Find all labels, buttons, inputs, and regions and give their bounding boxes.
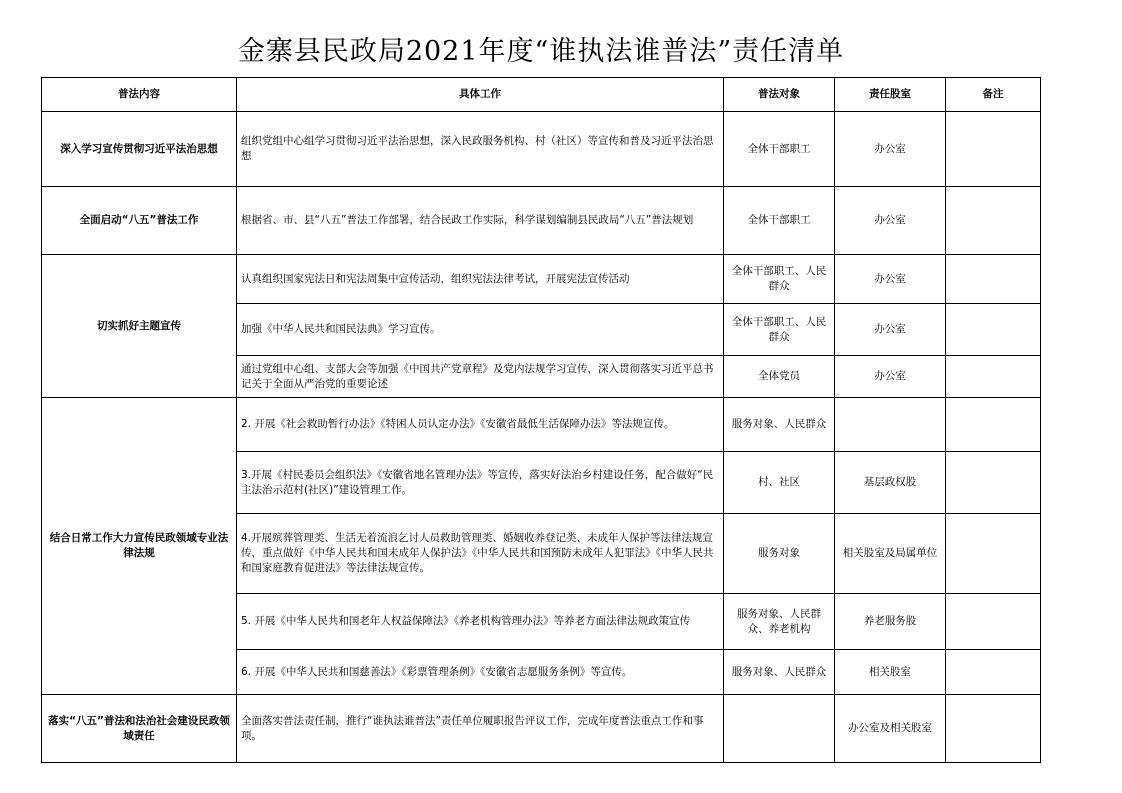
- cell-dept: 养老服务股: [835, 594, 946, 650]
- table-row: [42, 187, 1041, 255]
- cell-content: 深入学习宣传贯彻习近平法治思想: [42, 112, 237, 187]
- table-row: [42, 398, 1041, 452]
- cell-target: 服务对象、人民群众: [724, 398, 835, 452]
- header-target: 普法对象: [724, 78, 835, 112]
- cell-work: 通过党组中心组、支部大会等加强《中国共产党章程》及党内法规学习宣传，深入贯彻落实习近平总书记关于全面从严治党的重要论述: [237, 356, 724, 398]
- cell-target: 服务对象: [724, 514, 835, 594]
- cell-dept: 相关股室及局属单位: [835, 514, 946, 594]
- responsibility-table: [41, 77, 1041, 763]
- cell-dept: [835, 398, 946, 452]
- cell-remark: [946, 112, 1041, 187]
- cell-remark: [946, 398, 1041, 452]
- cell-work: 6. 开展《中华人民共和国慈善法》《彩票管理条例》《安徽省志愿服务条例》等宣传。: [237, 650, 724, 695]
- table-row: [42, 112, 1041, 187]
- page-title: 金寨县民政局2021年度“谁执法谁普法”责任清单: [237, 36, 845, 67]
- cell-remark: [946, 514, 1041, 594]
- cell-target: 全体干部职工: [724, 112, 835, 187]
- cell-work: 根据省、市、县“八五”普法工作部署，结合民政工作实际，科学谋划编制县民政局“八五”普法规划: [237, 187, 724, 255]
- table-row: [42, 695, 1041, 763]
- cell-work: 全面落实普法责任制，推行“谁执法谁普法”责任单位履职报告评议工作，完成年度普法重点工作和事项。: [237, 695, 724, 763]
- header-row: [42, 78, 1041, 112]
- cell-content: 切实抓好主题宣传: [42, 255, 237, 398]
- cell-dept: 办公室及相关股室: [835, 695, 946, 763]
- cell-remark: [946, 695, 1041, 763]
- cell-dept: 办公室: [835, 304, 946, 356]
- cell-target: 全体干部职工: [724, 187, 835, 255]
- cell-remark: [946, 594, 1041, 650]
- cell-target: 全体干部职工、人民群众: [724, 304, 835, 356]
- cell-remark: [946, 187, 1041, 255]
- cell-target: 全体党员: [724, 356, 835, 398]
- cell-target: 全体干部职工、人民群众: [724, 255, 835, 304]
- cell-work: 4.开展殡葬管理类、生活无着流浪乞讨人员救助管理类、婚姻收养登记类、未成年人保护等法律法规宣传，重点做好《中华人民共和国未成年人保护法》《中华人民共和国预防未成年人犯罪法》《中华人民共和国家庭教育促进法》等法律法规宣传。: [237, 514, 724, 594]
- cell-content: 结合日常工作大力宣传民政领域专业法律法规: [42, 398, 237, 695]
- cell-remark: [946, 650, 1041, 695]
- cell-dept: 办公室: [835, 187, 946, 255]
- cell-work: 3.开展《村民委员会组织法》《安徽省地名管理办法》等宣传，落实好法治乡村建设任务，配合做好“民主法治示范村(社区)”建设管理工作。: [237, 452, 724, 514]
- cell-work: 2. 开展《社会救助暂行办法》《特困人员认定办法》《安徽省最低生活保障办法》等法规宣传。: [237, 398, 724, 452]
- cell-dept: 基层政权股: [835, 452, 946, 514]
- header-work: 具体工作: [237, 78, 724, 112]
- cell-work: 5. 开展《中华人民共和国老年人权益保障法》《养老机构管理办法》等养老方面法律法规政策宣传: [237, 594, 724, 650]
- header-dept: 责任股室: [835, 78, 946, 112]
- cell-target: 村、社区: [724, 452, 835, 514]
- cell-work: 加强《中华人民共和国民法典》学习宣传。: [237, 304, 724, 356]
- cell-content: 全面启动“八五”普法工作: [42, 187, 237, 255]
- cell-remark: [946, 304, 1041, 356]
- cell-dept: 办公室: [835, 112, 946, 187]
- table-body: [42, 112, 1041, 763]
- cell-target: 服务对象、人民群众: [724, 650, 835, 695]
- table-row: [42, 255, 1041, 304]
- cell-content: 落实“八五”普法和法治社会建设民政领域责任: [42, 695, 237, 763]
- cell-dept: 办公室: [835, 255, 946, 304]
- header-content: 普法内容: [42, 78, 237, 112]
- header-remark: 备注: [946, 78, 1041, 112]
- cell-target: [724, 695, 835, 763]
- cell-target: 服务对象、人民群众、养老机构: [724, 594, 835, 650]
- cell-work: 组织党组中心组学习贯彻习近平法治思想，深入民政服务机构、村（社区）等宣传和普及习近平法治思想: [237, 112, 724, 187]
- cell-remark: [946, 255, 1041, 304]
- cell-dept: 相关股室: [835, 650, 946, 695]
- cell-dept: 办公室: [835, 356, 946, 398]
- table-header: [42, 78, 1041, 112]
- cell-remark: [946, 452, 1041, 514]
- cell-remark: [946, 356, 1041, 398]
- cell-work: 认真组织国家宪法日和宪法周集中宣传活动，组织宪法法律考试，开展宪法宣传活动: [237, 255, 724, 304]
